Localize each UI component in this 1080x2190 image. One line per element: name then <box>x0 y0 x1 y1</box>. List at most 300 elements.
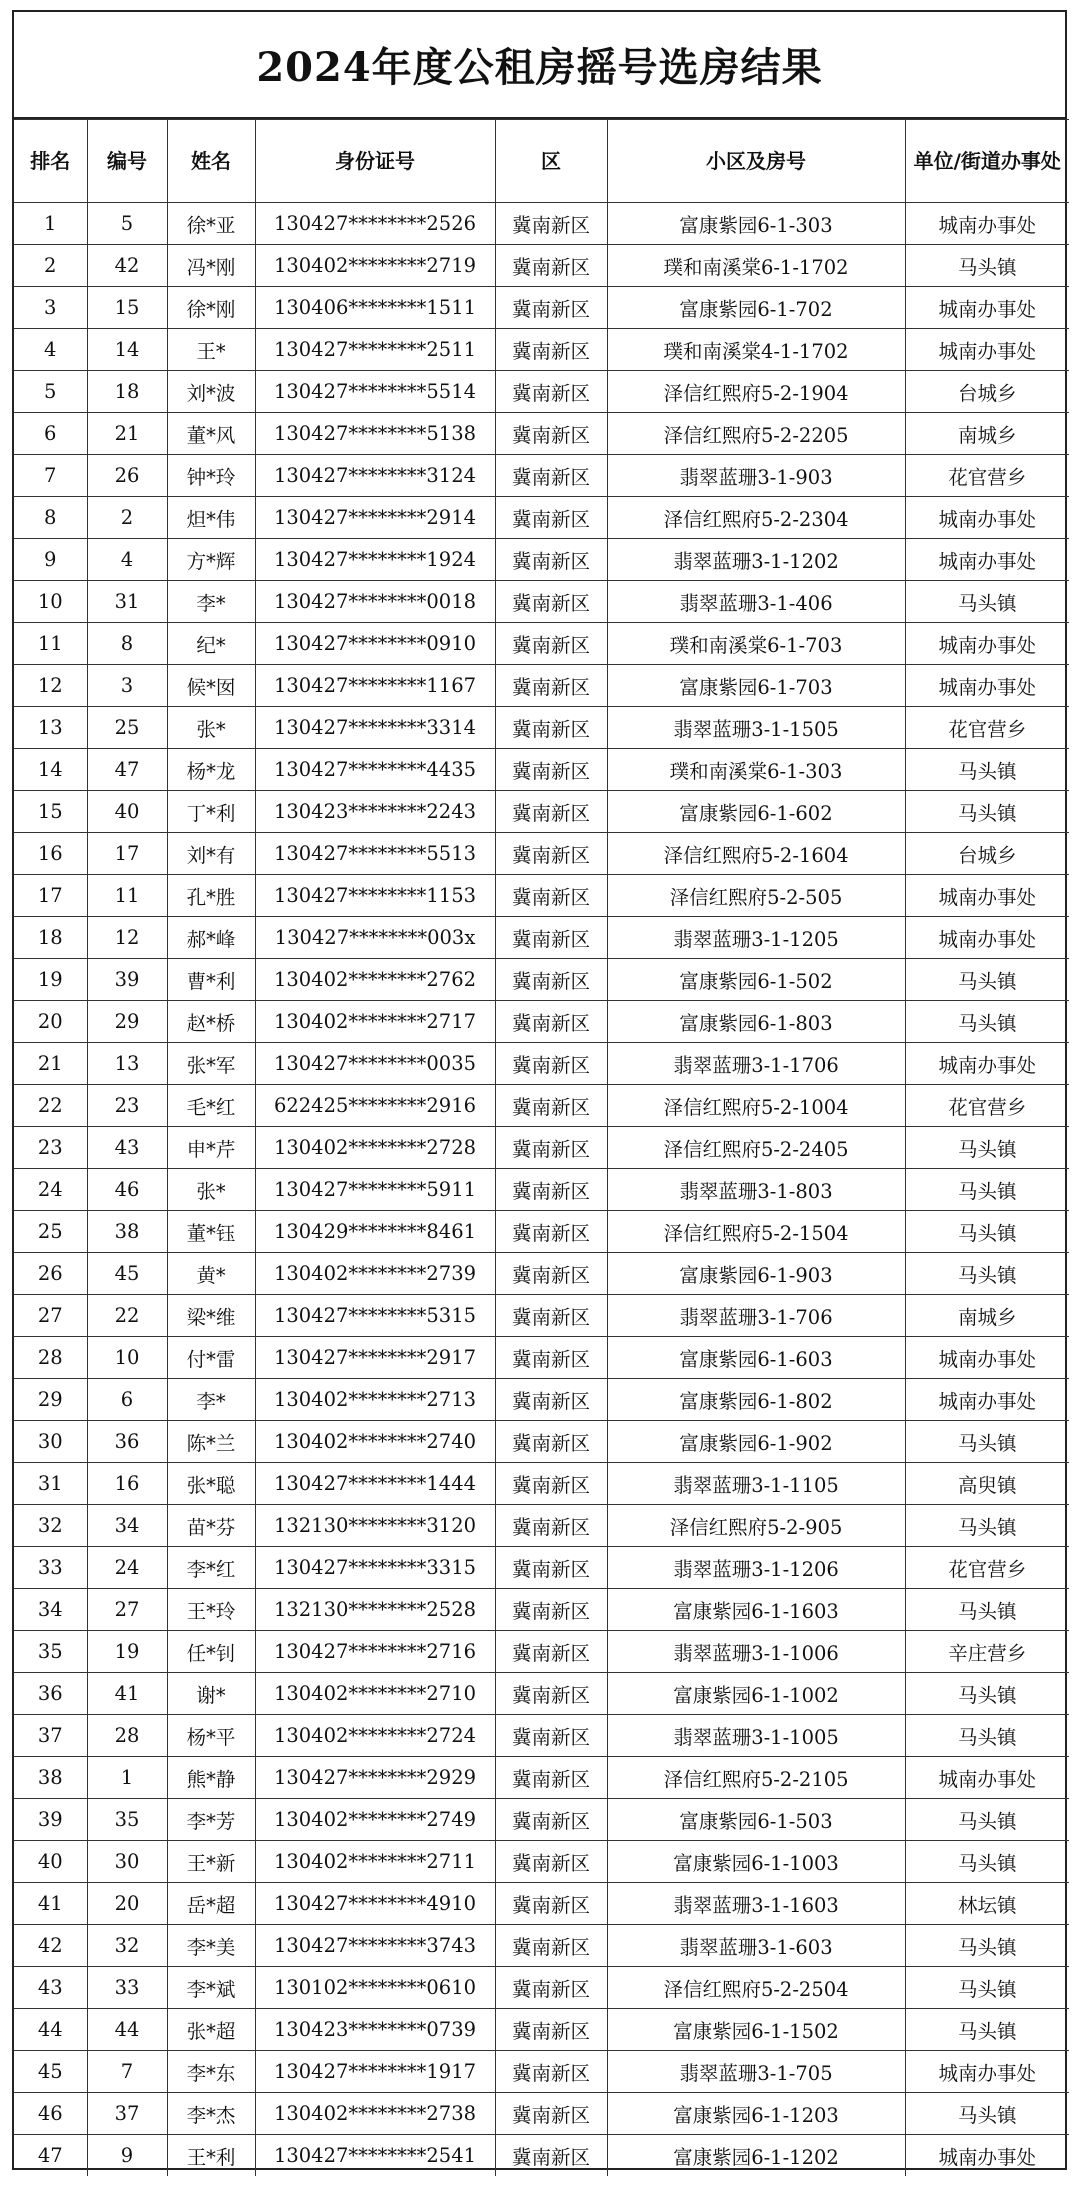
rank-cell: 1 <box>14 203 87 245</box>
unit-cell: 城南办事处 <box>905 917 1069 959</box>
rank-cell: 36 <box>14 1673 87 1715</box>
rank-cell: 31 <box>14 1463 87 1505</box>
district-cell: 冀南新区 <box>495 1001 607 1043</box>
name-cell: 候*囡 <box>167 665 255 707</box>
rank-cell: 24 <box>14 1169 87 1211</box>
rank-cell: 15 <box>14 791 87 833</box>
unit-cell: 台城乡 <box>905 833 1069 875</box>
community-room-cell: 富康紫园6-1-1002 <box>607 1673 905 1715</box>
table-row <box>14 1631 1069 1673</box>
table-row <box>14 1757 1069 1799</box>
district-cell: 冀南新区 <box>495 1421 607 1463</box>
rank-cell: 8 <box>14 497 87 539</box>
unit-cell: 花官营乡 <box>905 1085 1069 1127</box>
unit-cell: 花官营乡 <box>905 455 1069 497</box>
rank-cell: 20 <box>14 1001 87 1043</box>
district-cell: 冀南新区 <box>495 1589 607 1631</box>
table-row <box>14 581 1069 623</box>
id-number-cell: 130427********4435 <box>255 749 495 791</box>
district-cell: 冀南新区 <box>495 665 607 707</box>
table-row <box>14 371 1069 413</box>
table-row <box>14 1043 1069 1085</box>
unit-cell: 城南办事处 <box>905 665 1069 707</box>
name-cell: 陈*兰 <box>167 1421 255 1463</box>
community-room-cell: 翡翠蓝珊3-1-603 <box>607 1925 905 1967</box>
district-cell: 冀南新区 <box>495 581 607 623</box>
unit-cell: 马头镇 <box>905 2009 1069 2051</box>
unit-cell: 马头镇 <box>905 1169 1069 1211</box>
number-cell: 10 <box>87 1337 167 1379</box>
table-row <box>14 1925 1069 1967</box>
district-cell: 冀南新区 <box>495 1715 607 1757</box>
id-number-cell: 130427********1444 <box>255 1463 495 1505</box>
name-cell: 冯*刚 <box>167 245 255 287</box>
number-cell: 20 <box>87 1883 167 1925</box>
number-cell: 40 <box>87 791 167 833</box>
rank-cell: 35 <box>14 1631 87 1673</box>
name-cell: 李* <box>167 581 255 623</box>
header-row <box>14 120 1069 203</box>
number-cell: 41 <box>87 1673 167 1715</box>
district-cell: 冀南新区 <box>495 2009 607 2051</box>
number-cell: 3 <box>87 665 167 707</box>
id-number-cell: 130402********2749 <box>255 1799 495 1841</box>
community-room-cell: 翡翠蓝珊3-1-1505 <box>607 707 905 749</box>
number-cell: 33 <box>87 1967 167 2009</box>
district-cell: 冀南新区 <box>495 1043 607 1085</box>
id-number-cell: 130102********0610 <box>255 1967 495 2009</box>
rank-cell: 12 <box>14 665 87 707</box>
number-cell: 42 <box>87 245 167 287</box>
id-number-cell: 130427********2526 <box>255 203 495 245</box>
unit-cell: 马头镇 <box>905 1001 1069 1043</box>
id-number-cell: 130402********2762 <box>255 959 495 1001</box>
name-cell: 董*风 <box>167 413 255 455</box>
community-room-cell: 富康紫园6-1-903 <box>607 1253 905 1295</box>
name-cell: 曹*利 <box>167 959 255 1001</box>
community-room-cell: 翡翠蓝珊3-1-903 <box>607 455 905 497</box>
unit-cell: 马头镇 <box>905 1127 1069 1169</box>
table-row <box>14 1799 1069 1841</box>
name-cell: 付*雷 <box>167 1337 255 1379</box>
unit-cell: 马头镇 <box>905 1967 1069 2009</box>
unit-cell: 城南办事处 <box>905 623 1069 665</box>
table-row <box>14 1127 1069 1169</box>
unit-cell: 马头镇 <box>905 1715 1069 1757</box>
name-cell: 张* <box>167 707 255 749</box>
district-cell: 冀南新区 <box>495 1547 607 1589</box>
unit-cell: 马头镇 <box>905 1799 1069 1841</box>
district-cell: 冀南新区 <box>495 245 607 287</box>
name-cell: 郝*峰 <box>167 917 255 959</box>
name-cell: 申*芹 <box>167 1127 255 1169</box>
district-cell: 冀南新区 <box>495 1799 607 1841</box>
community-room-cell: 泽信红熙府5-2-505 <box>607 875 905 917</box>
number-cell: 14 <box>87 329 167 371</box>
number-cell: 35 <box>87 1799 167 1841</box>
number-cell: 36 <box>87 1421 167 1463</box>
number-cell: 5 <box>87 203 167 245</box>
name-cell: 熊*静 <box>167 1757 255 1799</box>
name-cell: 钟*玲 <box>167 455 255 497</box>
unit-cell: 马头镇 <box>905 2093 1069 2135</box>
community-room-cell: 泽信红熙府5-2-2205 <box>607 413 905 455</box>
number-cell: 2 <box>87 497 167 539</box>
id-number-cell: 130402********2728 <box>255 1127 495 1169</box>
number-cell: 4 <box>87 539 167 581</box>
number-cell: 45 <box>87 1253 167 1295</box>
name-cell: 杨*平 <box>167 1715 255 1757</box>
district-cell: 冀南新区 <box>495 1253 607 1295</box>
community-room-cell: 翡翠蓝珊3-1-1006 <box>607 1631 905 1673</box>
community-room-cell: 泽信红熙府5-2-1904 <box>607 371 905 413</box>
rank-cell: 41 <box>14 1883 87 1925</box>
number-cell: 12 <box>87 917 167 959</box>
unit-cell: 马头镇 <box>905 1421 1069 1463</box>
name-cell: 张* <box>167 1169 255 1211</box>
district-cell: 冀南新区 <box>495 1211 607 1253</box>
number-cell: 9 <box>87 2135 167 2177</box>
table-row <box>14 875 1069 917</box>
rank-cell: 42 <box>14 1925 87 1967</box>
rank-cell: 38 <box>14 1757 87 1799</box>
table-row <box>14 2093 1069 2135</box>
table-row <box>14 287 1069 329</box>
number-cell: 31 <box>87 581 167 623</box>
table-row <box>14 707 1069 749</box>
district-cell: 冀南新区 <box>495 1505 607 1547</box>
id-number-cell: 130427********3743 <box>255 1925 495 1967</box>
table-row <box>14 1295 1069 1337</box>
unit-cell: 花官营乡 <box>905 707 1069 749</box>
community-room-cell: 富康紫园6-1-1603 <box>607 1589 905 1631</box>
table-row <box>14 455 1069 497</box>
header-rank: 排名 <box>14 120 87 203</box>
name-cell: 张*超 <box>167 2009 255 2051</box>
rank-cell: 6 <box>14 413 87 455</box>
unit-cell: 马头镇 <box>905 245 1069 287</box>
name-cell: 任*钊 <box>167 1631 255 1673</box>
district-cell: 冀南新区 <box>495 2093 607 2135</box>
number-cell: 6 <box>87 1379 167 1421</box>
rank-cell: 40 <box>14 1841 87 1883</box>
community-room-cell: 富康紫园6-1-703 <box>607 665 905 707</box>
id-number-cell: 130402********2711 <box>255 1841 495 1883</box>
id-number-cell: 130427********3315 <box>255 1547 495 1589</box>
district-cell: 冀南新区 <box>495 1883 607 1925</box>
table-row <box>14 1715 1069 1757</box>
name-cell: 炟*伟 <box>167 497 255 539</box>
rank-cell: 14 <box>14 749 87 791</box>
community-room-cell: 翡翠蓝珊3-1-1205 <box>607 917 905 959</box>
number-cell: 32 <box>87 1925 167 1967</box>
rank-cell: 13 <box>14 707 87 749</box>
table-row <box>14 2009 1069 2051</box>
district-cell: 冀南新区 <box>495 1631 607 1673</box>
rank-cell: 4 <box>14 329 87 371</box>
number-cell: 11 <box>87 875 167 917</box>
name-cell: 王* <box>167 329 255 371</box>
table-row <box>14 791 1069 833</box>
id-number-cell: 130427********1917 <box>255 2051 495 2093</box>
district-cell: 冀南新区 <box>495 1337 607 1379</box>
community-room-cell: 璞和南溪棠4-1-1702 <box>607 329 905 371</box>
table-row <box>14 245 1069 287</box>
id-number-cell: 130427********5138 <box>255 413 495 455</box>
community-room-cell: 富康紫园6-1-303 <box>607 203 905 245</box>
community-room-cell: 翡翠蓝珊3-1-1202 <box>607 539 905 581</box>
district-cell: 冀南新区 <box>495 2051 607 2093</box>
community-room-cell: 泽信红熙府5-2-2504 <box>607 1967 905 2009</box>
community-room-cell: 翡翠蓝珊3-1-1706 <box>607 1043 905 1085</box>
district-cell: 冀南新区 <box>495 203 607 245</box>
unit-cell: 城南办事处 <box>905 1379 1069 1421</box>
table-row <box>14 1883 1069 1925</box>
community-room-cell: 翡翠蓝珊3-1-705 <box>607 2051 905 2093</box>
name-cell: 李*芳 <box>167 1799 255 1841</box>
id-number-cell: 130427********5911 <box>255 1169 495 1211</box>
header-unit: 单位/街道办事处 <box>905 120 1069 203</box>
community-room-cell: 富康紫园6-1-503 <box>607 1799 905 1841</box>
table-row <box>14 329 1069 371</box>
table-row <box>14 1547 1069 1589</box>
rank-cell: 17 <box>14 875 87 917</box>
community-room-cell: 泽信红熙府5-2-1604 <box>607 833 905 875</box>
community-room-cell: 翡翠蓝珊3-1-1603 <box>607 1883 905 1925</box>
district-cell: 冀南新区 <box>495 623 607 665</box>
community-room-cell: 富康紫园6-1-1203 <box>607 2093 905 2135</box>
community-room-cell: 璞和南溪棠6-1-703 <box>607 623 905 665</box>
rank-cell: 29 <box>14 1379 87 1421</box>
table-row <box>14 1253 1069 1295</box>
id-number-cell: 130423********2243 <box>255 791 495 833</box>
unit-cell: 城南办事处 <box>905 875 1069 917</box>
community-room-cell: 泽信红熙府5-2-1504 <box>607 1211 905 1253</box>
district-cell: 冀南新区 <box>495 833 607 875</box>
results-sheet <box>12 10 1067 2170</box>
community-room-cell: 泽信红熙府5-2-2405 <box>607 1127 905 1169</box>
unit-cell: 城南办事处 <box>905 1757 1069 1799</box>
id-number-cell: 130402********2717 <box>255 1001 495 1043</box>
rank-cell: 23 <box>14 1127 87 1169</box>
id-number-cell: 130423********0739 <box>255 2009 495 2051</box>
district-cell: 冀南新区 <box>495 875 607 917</box>
district-cell: 冀南新区 <box>495 329 607 371</box>
unit-cell: 马头镇 <box>905 1211 1069 1253</box>
id-number-cell: 130402********2713 <box>255 1379 495 1421</box>
number-cell: 18 <box>87 371 167 413</box>
unit-cell: 城南办事处 <box>905 329 1069 371</box>
id-number-cell: 130427********1924 <box>255 539 495 581</box>
number-cell: 43 <box>87 1127 167 1169</box>
name-cell: 梁*维 <box>167 1295 255 1337</box>
community-room-cell: 翡翠蓝珊3-1-406 <box>607 581 905 623</box>
name-cell: 王*玲 <box>167 1589 255 1631</box>
header-community-room: 小区及房号 <box>607 120 905 203</box>
number-cell: 46 <box>87 1169 167 1211</box>
table-row <box>14 959 1069 1001</box>
district-cell: 冀南新区 <box>495 1127 607 1169</box>
number-cell: 26 <box>87 455 167 497</box>
number-cell: 8 <box>87 623 167 665</box>
id-number-cell: 130427********2541 <box>255 2135 495 2177</box>
community-room-cell: 富康紫园6-1-702 <box>607 287 905 329</box>
unit-cell: 城南办事处 <box>905 2051 1069 2093</box>
number-cell: 37 <box>87 2093 167 2135</box>
district-cell: 冀南新区 <box>495 917 607 959</box>
rank-cell: 45 <box>14 2051 87 2093</box>
number-cell: 13 <box>87 1043 167 1085</box>
table-row <box>14 1169 1069 1211</box>
district-cell: 冀南新区 <box>495 1379 607 1421</box>
name-cell: 刘*有 <box>167 833 255 875</box>
id-number-cell: 130402********2719 <box>255 245 495 287</box>
number-cell: 39 <box>87 959 167 1001</box>
table-row <box>14 749 1069 791</box>
name-cell: 张*军 <box>167 1043 255 1085</box>
table-row <box>14 1085 1069 1127</box>
id-number-cell: 130427********4910 <box>255 1883 495 1925</box>
rank-cell: 34 <box>14 1589 87 1631</box>
rank-cell: 9 <box>14 539 87 581</box>
unit-cell: 城南办事处 <box>905 539 1069 581</box>
number-cell: 1 <box>87 1757 167 1799</box>
number-cell: 34 <box>87 1505 167 1547</box>
name-cell: 毛*红 <box>167 1085 255 1127</box>
id-number-cell: 130427********2929 <box>255 1757 495 1799</box>
district-cell: 冀南新区 <box>495 497 607 539</box>
table-row <box>14 1001 1069 1043</box>
community-room-cell: 富康紫园6-1-1003 <box>607 1841 905 1883</box>
district-cell: 冀南新区 <box>495 1673 607 1715</box>
district-cell: 冀南新区 <box>495 1967 607 2009</box>
name-cell: 纪* <box>167 623 255 665</box>
table-row <box>14 2051 1069 2093</box>
unit-cell: 马头镇 <box>905 581 1069 623</box>
name-cell: 黄* <box>167 1253 255 1295</box>
table-row <box>14 1589 1069 1631</box>
unit-cell: 马头镇 <box>905 1589 1069 1631</box>
table-row <box>14 539 1069 581</box>
unit-cell: 马头镇 <box>905 1673 1069 1715</box>
name-cell: 张*聪 <box>167 1463 255 1505</box>
table-row <box>14 665 1069 707</box>
id-number-cell: 130427********003x <box>255 917 495 959</box>
community-room-cell: 富康紫园6-1-803 <box>607 1001 905 1043</box>
table-row <box>14 917 1069 959</box>
district-cell: 冀南新区 <box>495 1463 607 1505</box>
id-number-cell: 130427********2511 <box>255 329 495 371</box>
unit-cell: 城南办事处 <box>905 203 1069 245</box>
name-cell: 王*新 <box>167 1841 255 1883</box>
header-name: 姓名 <box>167 120 255 203</box>
number-cell: 29 <box>87 1001 167 1043</box>
name-cell: 丁*利 <box>167 791 255 833</box>
rank-cell: 19 <box>14 959 87 1001</box>
number-cell: 25 <box>87 707 167 749</box>
unit-cell: 马头镇 <box>905 1253 1069 1295</box>
header-number: 编号 <box>87 120 167 203</box>
name-cell: 岳*超 <box>167 1883 255 1925</box>
number-cell: 23 <box>87 1085 167 1127</box>
name-cell: 李*东 <box>167 2051 255 2093</box>
table-row <box>14 1211 1069 1253</box>
unit-cell: 马头镇 <box>905 749 1069 791</box>
rank-cell: 11 <box>14 623 87 665</box>
header-id-number: 身份证号 <box>255 120 495 203</box>
rank-cell: 18 <box>14 917 87 959</box>
unit-cell: 台城乡 <box>905 371 1069 413</box>
district-cell: 冀南新区 <box>495 413 607 455</box>
table-row <box>14 203 1069 245</box>
district-cell: 冀南新区 <box>495 1841 607 1883</box>
community-room-cell: 富康紫园6-1-603 <box>607 1337 905 1379</box>
id-number-cell: 130427********5514 <box>255 371 495 413</box>
community-room-cell: 富康紫园6-1-802 <box>607 1379 905 1421</box>
community-room-cell: 富康紫园6-1-1502 <box>607 2009 905 2051</box>
table-row <box>14 1421 1069 1463</box>
number-cell: 17 <box>87 833 167 875</box>
table-row <box>14 413 1069 455</box>
number-cell: 16 <box>87 1463 167 1505</box>
table-row <box>14 497 1069 539</box>
table-row <box>14 1673 1069 1715</box>
community-room-cell: 翡翠蓝珊3-1-706 <box>607 1295 905 1337</box>
id-number-cell: 622425********2916 <box>255 1085 495 1127</box>
id-number-cell: 130402********2738 <box>255 2093 495 2135</box>
name-cell: 徐*亚 <box>167 203 255 245</box>
district-cell: 冀南新区 <box>495 1169 607 1211</box>
table-row <box>14 1463 1069 1505</box>
community-room-cell: 翡翠蓝珊3-1-803 <box>607 1169 905 1211</box>
id-number-cell: 130427********0910 <box>255 623 495 665</box>
name-cell: 董*钰 <box>167 1211 255 1253</box>
table-row <box>14 833 1069 875</box>
unit-cell: 马头镇 <box>905 1505 1069 1547</box>
rank-cell: 39 <box>14 1799 87 1841</box>
rank-cell: 46 <box>14 2093 87 2135</box>
unit-cell: 城南办事处 <box>905 2135 1069 2177</box>
district-cell: 冀南新区 <box>495 2135 607 2177</box>
district-cell: 冀南新区 <box>495 455 607 497</box>
header-district: 区 <box>495 120 607 203</box>
rank-cell: 33 <box>14 1547 87 1589</box>
unit-cell: 城南办事处 <box>905 1043 1069 1085</box>
community-room-cell: 富康紫园6-1-902 <box>607 1421 905 1463</box>
rank-cell: 32 <box>14 1505 87 1547</box>
name-cell: 李*斌 <box>167 1967 255 2009</box>
community-room-cell: 富康紫园6-1-602 <box>607 791 905 833</box>
community-room-cell: 璞和南溪棠6-1-1702 <box>607 245 905 287</box>
unit-cell: 马头镇 <box>905 1841 1069 1883</box>
name-cell: 李*红 <box>167 1547 255 1589</box>
table-row <box>14 1967 1069 2009</box>
table-row <box>14 1841 1069 1883</box>
number-cell: 30 <box>87 1841 167 1883</box>
unit-cell: 城南办事处 <box>905 1337 1069 1379</box>
id-number-cell: 130402********2739 <box>255 1253 495 1295</box>
rank-cell: 47 <box>14 2135 87 2177</box>
id-number-cell: 130406********1511 <box>255 287 495 329</box>
district-cell: 冀南新区 <box>495 749 607 791</box>
unit-cell: 南城乡 <box>905 1295 1069 1337</box>
table-body <box>14 203 1069 2177</box>
name-cell: 李* <box>167 1379 255 1421</box>
rank-cell: 43 <box>14 1967 87 2009</box>
name-cell: 谢* <box>167 1673 255 1715</box>
name-cell: 刘*波 <box>167 371 255 413</box>
district-cell: 冀南新区 <box>495 959 607 1001</box>
